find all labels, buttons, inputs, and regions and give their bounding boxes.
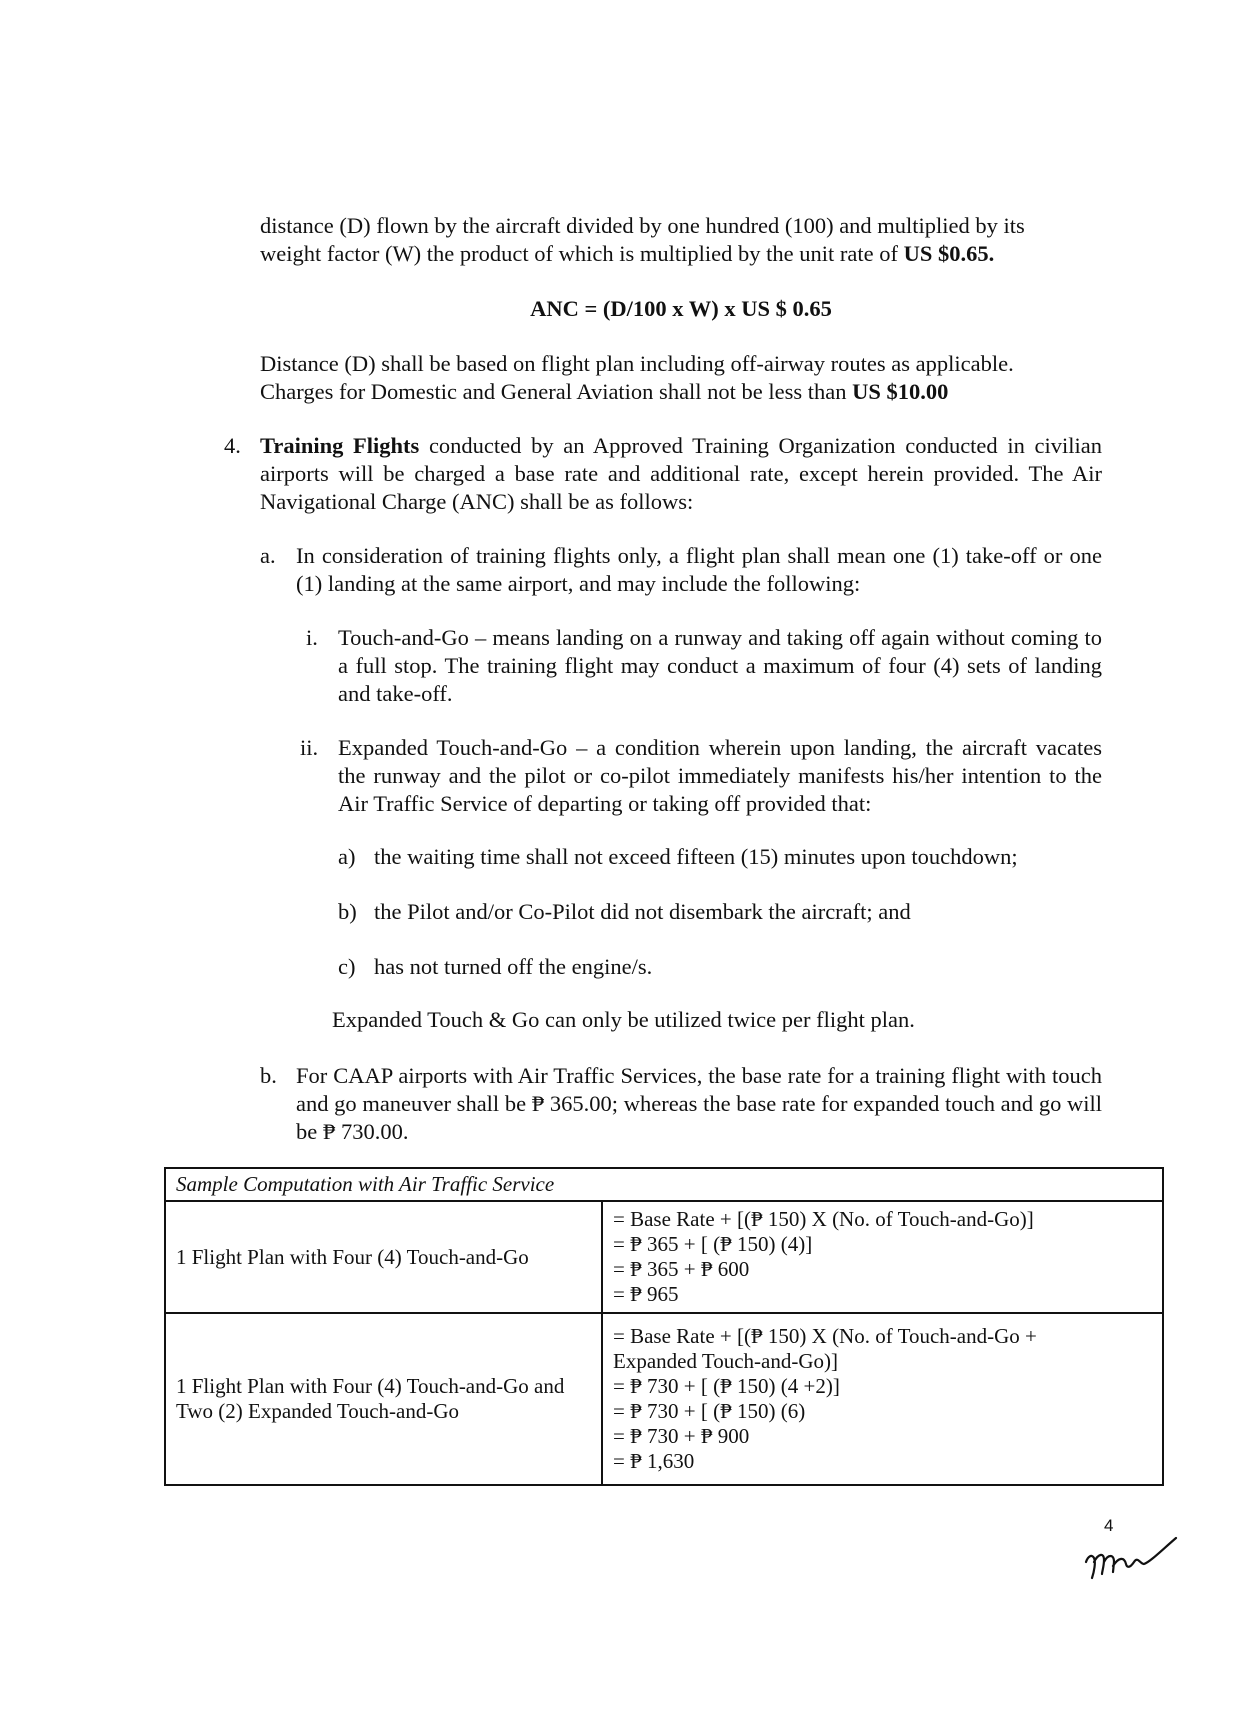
computation-line: = ₱ 1,630 bbox=[613, 1449, 695, 1473]
anc-formula: ANC = (D/100 x W) x US $ 0.65 bbox=[530, 296, 832, 321]
row-label: 1 Flight Plan with Four (4) Touch-and-Go bbox=[165, 1201, 602, 1313]
minimum-charge: US $10.00 bbox=[852, 379, 949, 404]
text-line: Charges for Domestic and General Aviation shall not be less than US $10.00 bbox=[260, 379, 949, 404]
handwritten-initials-signature bbox=[1082, 1532, 1182, 1588]
row-computation bbox=[602, 1201, 1163, 1313]
table-header-row bbox=[165, 1168, 1163, 1201]
table-row bbox=[165, 1313, 1163, 1485]
computation-line: = ₱ 965 bbox=[613, 1282, 679, 1306]
row-label: 1 Flight Plan with Four (4) Touch-and-Go and Two (2) Expanded Touch-and-Go bbox=[165, 1313, 602, 1485]
item-a-flight-plan-definition: In consideration of training flights only, a flight plan shall mean one (1) take-off or one (1) landing at the same airport, and may include the following: bbox=[296, 543, 1102, 596]
item-ii-expanded-touch-and-go: Expanded Touch-and-Go – a condition wherein upon landing, the aircraft vacates the runway and the pilot or co-pilot immediately manifests his/her intention to the Air Traffic Service of departing or taking off provided that: bbox=[338, 735, 1102, 816]
computation-line: = ₱ 730 + [ (₱ 150) (6) bbox=[613, 1399, 806, 1423]
condition-c-marker: c) bbox=[338, 954, 356, 979]
unit-rate: US $0.65. bbox=[903, 241, 995, 266]
item-4-marker: 4. bbox=[224, 433, 241, 458]
computation-line: = Base Rate + [(₱ 150) X (No. of Touch-and-Go + bbox=[613, 1324, 1037, 1348]
condition-a-marker: a) bbox=[338, 844, 356, 869]
item-b-marker: b. bbox=[260, 1063, 277, 1088]
computation-line: = ₱ 365 + ₱ 600 bbox=[613, 1257, 750, 1281]
paragraph-distance-definition bbox=[260, 212, 1102, 268]
condition-b-marker: b) bbox=[338, 899, 357, 924]
item-4-heading: Training Flights bbox=[260, 433, 420, 458]
item-i-marker: i. bbox=[306, 625, 318, 650]
condition-b-text: the Pilot and/or Co-Pilot did not disembark the aircraft; and bbox=[374, 899, 911, 924]
table-header: Sample Computation with Air Traffic Service bbox=[165, 1168, 1163, 1201]
item-b-base-rates: For CAAP airports with Air Traffic Services, the base rate for a training flight with touch and go maneuver shall be ₱ 365.00; whereas the base rate for expanded touch and go will be ₱ 730.00. bbox=[296, 1063, 1102, 1144]
computation-line: = Base Rate + [(₱ 150) X (No. of Touch-and-Go)] bbox=[613, 1207, 1034, 1231]
item-i-touch-and-go: Touch-and-Go – means landing on a runway and taking off again without coming to a full stop. The training flight may conduct a maximum of four (4) sets of landing and take-off. bbox=[338, 625, 1102, 706]
row-computation bbox=[602, 1313, 1163, 1485]
computation-line: = ₱ 365 + [ (₱ 150) (4)] bbox=[613, 1232, 813, 1256]
item-4-training-flights: Training Flights conducted by an Approved Training Organization conducted in civilian airports will be charged a base rate and additional rate, except herein provided. The Air Navigational Charge (ANC) shall be as follows: bbox=[260, 433, 1102, 514]
expanded-note: Expanded Touch & Go can only be utilized twice per flight plan. bbox=[332, 1007, 915, 1032]
text-line: distance (D) flown by the aircraft divided by one hundred (100) and multiplied by its bbox=[260, 213, 1025, 238]
item-a-marker: a. bbox=[260, 543, 276, 568]
condition-a-text: the waiting time shall not exceed fifteen (15) minutes upon touchdown; bbox=[374, 844, 1018, 869]
condition-c-text: has not turned off the engine/s. bbox=[374, 954, 653, 979]
computation-line: = ₱ 730 + ₱ 900 bbox=[613, 1424, 750, 1448]
computation-line: Expanded Touch-and-Go)] bbox=[613, 1349, 838, 1373]
text-line: weight factor (W) the product of which is multiplied by the unit rate of US $0.65. bbox=[260, 241, 995, 266]
page-number: 4 bbox=[1104, 1516, 1114, 1535]
item-ii-marker: ii. bbox=[300, 735, 319, 760]
table-row bbox=[165, 1201, 1163, 1313]
text-line: Distance (D) shall be based on flight plan including off-airway routes as applicable. bbox=[260, 351, 1014, 376]
computation-line: = ₱ 730 + [ (₱ 150) (4 +2)] bbox=[613, 1374, 840, 1398]
paragraph-distance-basis bbox=[260, 350, 1102, 406]
sample-computation-table bbox=[164, 1167, 1164, 1486]
